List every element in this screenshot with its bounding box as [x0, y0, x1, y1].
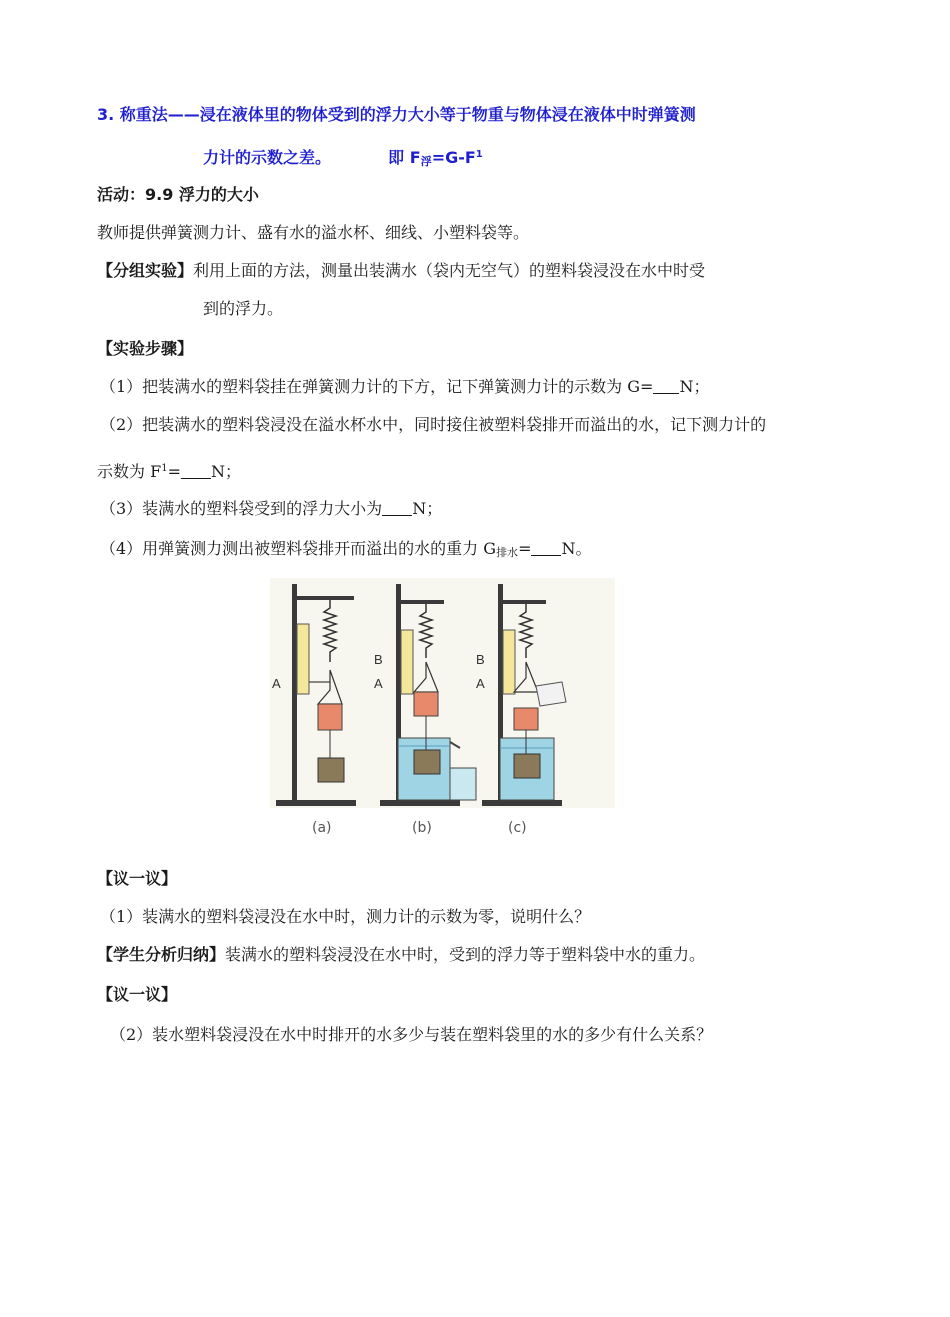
scale-ruler-b [401, 630, 413, 694]
stand-arm-a [292, 596, 354, 600]
experiment-figure [270, 578, 615, 846]
stand-arm-b [396, 600, 444, 604]
step-4-eq: = [518, 539, 532, 558]
weight-block-a [318, 758, 344, 782]
step-2-cont-text: 示数为 F [97, 462, 162, 481]
step-3-text: （3）装满水的塑料袋受到的浮力大小为 [100, 499, 383, 518]
step-1-unit: N； [679, 377, 710, 396]
formula-sup: 1 [475, 149, 483, 160]
discuss1-question-text: （1）装满水的塑料袋浸没在水中时，测力计的示数为零，说明什么？ [100, 907, 591, 926]
method3-line1 [97, 104, 696, 126]
discuss1-heading-text: 【议一议】 [97, 869, 178, 888]
answer-blank-f1[interactable] [181, 464, 211, 479]
scale-ruler-c [503, 630, 515, 694]
water-bag-b [414, 692, 438, 716]
activity-title [97, 184, 259, 206]
step-2-text: （2）把装满水的塑料袋浸没在溢水杯水中，同时接住被塑料袋排开而溢出的水，记下测力计的 [100, 415, 767, 434]
step-4-unit: N。 [561, 539, 592, 558]
formula-rest: =G-F [431, 148, 476, 167]
water-bag-a [318, 704, 342, 730]
discuss1-heading [97, 868, 177, 890]
step-3 [100, 498, 442, 520]
group-experiment-text1: 利用上面的方法，测量出装满水（袋内无空气）的塑料袋浸没在水中时受 [193, 261, 706, 280]
step-3-unit: N； [412, 499, 443, 518]
discuss2-heading [97, 984, 177, 1006]
discuss2-question-text: （2）装水塑料袋浸没在水中时排开的水多少与装在塑料袋里的水的多少有什么关系？ [110, 1025, 713, 1044]
water-bag-c [514, 708, 538, 730]
step-4 [100, 538, 591, 564]
hanging-cup-c [536, 682, 566, 706]
group-experiment-cont [203, 298, 283, 320]
steps-heading-text: 【实验步骤】 [97, 339, 194, 358]
scale-ruler-a [297, 624, 309, 694]
steps-heading [97, 338, 193, 360]
step-1-text: （1）把装满水的塑料袋挂在弹簧测力计的下方，记下弹簧测力计的示数为 G= [100, 377, 654, 396]
student-analysis-text: 装满水的塑料袋浸没在水中时，受到的浮力等于塑料袋中水的重力。 [225, 945, 706, 964]
mark-a-label-b: A [374, 676, 383, 691]
activity-materials [97, 222, 529, 244]
step-4-text: （4）用弹簧测力测出被塑料袋排开而溢出的水的重力 G [100, 539, 497, 558]
step-1 [100, 376, 709, 398]
mark-a-label-c: A [476, 676, 485, 691]
caption-a: (a) [312, 820, 332, 836]
activity-materials-text: 教师提供弹簧测力计、盛有水的溢水杯、细线、小塑料袋等。 [97, 223, 530, 242]
student-analysis-tag: 【学生分析归纳】 [97, 945, 226, 964]
weight-block-c [514, 754, 540, 778]
step-4-sub: 排水 [496, 546, 519, 559]
method3-line1-text: 3. 称重法——浸在液体里的物体受到的浮力大小等于物重与物体浸在液体中时弹簧测 [97, 105, 696, 124]
group-experiment-text2: 到的浮力。 [203, 299, 284, 318]
mark-b-label-c: B [476, 652, 485, 667]
method3-line2-text: 力计的示数之差。 [203, 148, 332, 167]
formula-f: 即 F [388, 148, 421, 167]
step-2-eq: = [167, 462, 181, 481]
step-2-unit: N； [210, 462, 241, 481]
student-analysis [97, 944, 705, 966]
formula-sub: 浮 [420, 155, 432, 168]
small-cup-b [450, 768, 476, 800]
group-experiment [97, 260, 705, 282]
stand-base-c [482, 800, 562, 806]
stand-base-a [276, 800, 356, 806]
step-2 [100, 414, 766, 436]
step-2-cont [97, 458, 241, 483]
step-2-sup: 1 [161, 463, 168, 474]
activity-title-text: 活动：9.9 浮力的大小 [97, 185, 259, 204]
stand-base-b [380, 800, 460, 806]
method3-line2 [203, 144, 483, 173]
caption-c: (c) [508, 820, 527, 836]
group-experiment-tag: 【分组实验】 [97, 261, 194, 280]
stand-pole-a [292, 584, 297, 804]
answer-blank-gwater[interactable] [531, 541, 561, 556]
answer-blank-buoyancy[interactable] [382, 501, 412, 516]
discuss1-question [100, 906, 590, 928]
weight-block-b [414, 750, 440, 774]
stand-arm-c [498, 600, 546, 604]
caption-b: (b) [412, 820, 432, 836]
answer-blank-g[interactable] [653, 379, 679, 394]
discuss2-question [110, 1024, 712, 1046]
discuss2-heading-text: 【议一议】 [97, 985, 178, 1004]
mark-a-label: A [272, 676, 281, 691]
mark-b-label-b: B [374, 652, 383, 667]
